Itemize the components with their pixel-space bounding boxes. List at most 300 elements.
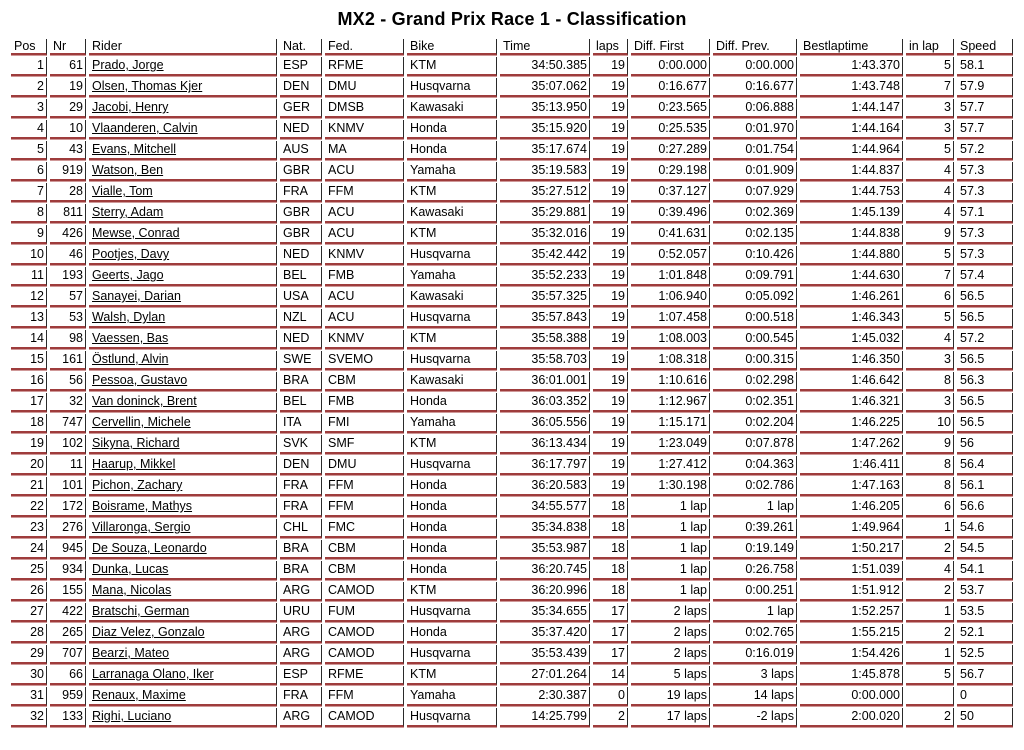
rider-link[interactable]: Renaux, Maxime xyxy=(92,688,186,702)
cell-time: 35:13.950 xyxy=(500,99,590,118)
cell-speed: 54.5 xyxy=(957,540,1013,559)
cell-fed: RFME xyxy=(325,57,404,76)
cell-diff-prev: 0:02.351 xyxy=(713,393,797,412)
cell-diff-prev: 0:04.363 xyxy=(713,456,797,475)
cell-speed: 57.3 xyxy=(957,246,1013,265)
cell-nr: 29 xyxy=(50,99,86,118)
cell-in-lap: 2 xyxy=(906,624,954,643)
cell-pos: 26 xyxy=(11,582,47,601)
table-row xyxy=(11,456,1013,475)
cell-time: 34:55.577 xyxy=(500,498,590,517)
cell-pos: 9 xyxy=(11,225,47,244)
rider-link[interactable]: Olsen, Thomas Kjer xyxy=(92,79,203,93)
cell-diff-first: 0:27.289 xyxy=(631,141,710,160)
cell-fed: RFME xyxy=(325,666,404,685)
cell-pos: 4 xyxy=(11,120,47,139)
cell-nr: 747 xyxy=(50,414,86,433)
cell-in-lap: 9 xyxy=(906,435,954,454)
cell-bike: Honda xyxy=(407,540,497,559)
cell-bike: Kawasaki xyxy=(407,99,497,118)
cell-speed: 56.7 xyxy=(957,666,1013,685)
cell-rider xyxy=(89,435,277,454)
col-header-time: Time xyxy=(500,39,590,55)
cell-nr: 707 xyxy=(50,645,86,664)
table-row xyxy=(11,414,1013,433)
cell-laps: 17 xyxy=(593,624,628,643)
col-header-nr: Nr xyxy=(50,39,86,55)
cell-bike: Honda xyxy=(407,519,497,538)
cell-nat: ITA xyxy=(280,414,322,433)
col-header-laps: laps xyxy=(593,39,628,55)
cell-nat: ARG xyxy=(280,624,322,643)
cell-bestlaptime: 1:44.164 xyxy=(800,120,903,139)
rider-link[interactable]: Villaronga, Sergio xyxy=(92,520,191,534)
cell-speed: 56.5 xyxy=(957,288,1013,307)
table-row xyxy=(11,477,1013,496)
cell-bike: Kawasaki xyxy=(407,288,497,307)
rider-link[interactable]: Mewse, Conrad xyxy=(92,226,180,240)
cell-nat: NED xyxy=(280,120,322,139)
rider-link[interactable]: Sanayei, Darian xyxy=(92,289,181,303)
cell-in-lap: 2 xyxy=(906,708,954,727)
cell-pos: 6 xyxy=(11,162,47,181)
cell-nr: 101 xyxy=(50,477,86,496)
rider-link[interactable]: Sterry, Adam xyxy=(92,205,164,219)
cell-diff-prev: 0:00.315 xyxy=(713,351,797,370)
table-row xyxy=(11,120,1013,139)
cell-diff-prev: 0:00.000 xyxy=(713,57,797,76)
cell-pos: 19 xyxy=(11,435,47,454)
table-row xyxy=(11,372,1013,391)
cell-diff-prev: 14 laps xyxy=(713,687,797,706)
table-row xyxy=(11,351,1013,370)
cell-nat: ESP xyxy=(280,57,322,76)
cell-fed: ACU xyxy=(325,162,404,181)
cell-speed: 56.5 xyxy=(957,351,1013,370)
cell-fed: ACU xyxy=(325,288,404,307)
cell-diff-first: 1 lap xyxy=(631,519,710,538)
cell-laps: 17 xyxy=(593,645,628,664)
cell-pos: 22 xyxy=(11,498,47,517)
cell-in-lap: 8 xyxy=(906,372,954,391)
rider-link[interactable]: Evans, Mitchell xyxy=(92,142,177,156)
rider-link[interactable]: Geerts, Jago xyxy=(92,268,164,282)
header-row xyxy=(11,39,1013,55)
cell-nat: ARG xyxy=(280,645,322,664)
table-row xyxy=(11,624,1013,643)
rider-link[interactable]: Larranaga Olano, Iker xyxy=(92,667,214,681)
cell-diff-prev: 1 lap xyxy=(713,498,797,517)
cell-pos: 10 xyxy=(11,246,47,265)
cell-diff-first: 0:25.535 xyxy=(631,120,710,139)
cell-laps: 19 xyxy=(593,162,628,181)
cell-nat: ARG xyxy=(280,582,322,601)
cell-time: 35:58.388 xyxy=(500,330,590,349)
cell-bestlaptime: 1:46.343 xyxy=(800,309,903,328)
cell-pos: 5 xyxy=(11,141,47,160)
cell-rider xyxy=(89,99,277,118)
cell-nat: CHL xyxy=(280,519,322,538)
cell-speed: 53.7 xyxy=(957,582,1013,601)
cell-rider xyxy=(89,708,277,727)
cell-time: 36:01.001 xyxy=(500,372,590,391)
cell-laps: 0 xyxy=(593,687,628,706)
cell-speed: 57.3 xyxy=(957,162,1013,181)
cell-diff-first: 0:37.127 xyxy=(631,183,710,202)
table-row xyxy=(11,561,1013,580)
cell-time: 2:30.387 xyxy=(500,687,590,706)
cell-bike: Kawasaki xyxy=(407,372,497,391)
cell-fed: KNMV xyxy=(325,120,404,139)
table-row xyxy=(11,225,1013,244)
cell-bike: Honda xyxy=(407,624,497,643)
cell-pos: 24 xyxy=(11,540,47,559)
cell-laps: 19 xyxy=(593,414,628,433)
cell-laps: 18 xyxy=(593,561,628,580)
cell-diff-prev: 0:02.135 xyxy=(713,225,797,244)
cell-rider xyxy=(89,57,277,76)
cell-time: 36:20.996 xyxy=(500,582,590,601)
cell-diff-prev: 0:16.019 xyxy=(713,645,797,664)
cell-bestlaptime: 1:46.225 xyxy=(800,414,903,433)
cell-in-lap: 6 xyxy=(906,498,954,517)
cell-rider xyxy=(89,603,277,622)
cell-in-lap: 8 xyxy=(906,477,954,496)
cell-bike: Husqvarna xyxy=(407,351,497,370)
cell-diff-first: 1:01.848 xyxy=(631,267,710,286)
cell-in-lap: 4 xyxy=(906,330,954,349)
cell-diff-first: 1:06.940 xyxy=(631,288,710,307)
cell-rider xyxy=(89,477,277,496)
cell-laps: 18 xyxy=(593,498,628,517)
cell-speed: 56.6 xyxy=(957,498,1013,517)
cell-rider xyxy=(89,162,277,181)
cell-nat: DEN xyxy=(280,78,322,97)
cell-pos: 23 xyxy=(11,519,47,538)
rider-link[interactable]: Bratschi, German xyxy=(92,604,190,618)
cell-nr: 155 xyxy=(50,582,86,601)
cell-laps: 19 xyxy=(593,393,628,412)
cell-diff-prev: 0:09.791 xyxy=(713,267,797,286)
cell-bike: Honda xyxy=(407,393,497,412)
cell-in-lap: 4 xyxy=(906,162,954,181)
cell-laps: 19 xyxy=(593,78,628,97)
cell-diff-first: 1:07.458 xyxy=(631,309,710,328)
cell-rider xyxy=(89,288,277,307)
cell-pos: 13 xyxy=(11,309,47,328)
cell-diff-first: 1:10.616 xyxy=(631,372,710,391)
rider-link[interactable]: Haarup, Mikkel xyxy=(92,457,176,471)
cell-rider xyxy=(89,372,277,391)
cell-diff-prev: 0:02.204 xyxy=(713,414,797,433)
rider-link[interactable]: Vaessen, Bas xyxy=(92,331,169,345)
cell-diff-prev: 0:02.786 xyxy=(713,477,797,496)
rider-link[interactable]: Bearzi, Mateo xyxy=(92,646,170,660)
cell-bestlaptime: 1:44.147 xyxy=(800,99,903,118)
cell-bestlaptime: 1:46.205 xyxy=(800,498,903,517)
cell-bike: Husqvarna xyxy=(407,78,497,97)
cell-pos: 11 xyxy=(11,267,47,286)
cell-in-lap: 5 xyxy=(906,141,954,160)
table-row xyxy=(11,435,1013,454)
cell-nat: NED xyxy=(280,330,322,349)
cell-diff-prev: 0:19.149 xyxy=(713,540,797,559)
cell-diff-prev: 0:07.929 xyxy=(713,183,797,202)
cell-pos: 20 xyxy=(11,456,47,475)
cell-nat: NZL xyxy=(280,309,322,328)
rider-link[interactable]: Pichon, Zachary xyxy=(92,478,183,492)
cell-fed: CBM xyxy=(325,540,404,559)
cell-nr: 28 xyxy=(50,183,86,202)
cell-pos: 27 xyxy=(11,603,47,622)
cell-pos: 21 xyxy=(11,477,47,496)
cell-nr: 102 xyxy=(50,435,86,454)
cell-nat: BRA xyxy=(280,561,322,580)
cell-in-lap: 2 xyxy=(906,540,954,559)
cell-time: 36:03.352 xyxy=(500,393,590,412)
table-row xyxy=(11,99,1013,118)
cell-rider xyxy=(89,414,277,433)
cell-laps: 19 xyxy=(593,57,628,76)
cell-speed: 56.5 xyxy=(957,414,1013,433)
cell-rider xyxy=(89,183,277,202)
cell-rider xyxy=(89,246,277,265)
cell-speed: 52.5 xyxy=(957,645,1013,664)
cell-rider xyxy=(89,540,277,559)
cell-diff-first: 0:39.496 xyxy=(631,204,710,223)
cell-fed: FMB xyxy=(325,267,404,286)
cell-nat: BRA xyxy=(280,372,322,391)
cell-rider xyxy=(89,267,277,286)
cell-in-lap: 7 xyxy=(906,267,954,286)
cell-time: 35:58.703 xyxy=(500,351,590,370)
table-row xyxy=(11,288,1013,307)
cell-diff-first: 1:27.412 xyxy=(631,456,710,475)
cell-time: 35:15.920 xyxy=(500,120,590,139)
rider-link[interactable]: Pootjes, Davy xyxy=(92,247,170,261)
cell-nr: 19 xyxy=(50,78,86,97)
cell-laps: 19 xyxy=(593,477,628,496)
cell-rider xyxy=(89,393,277,412)
cell-laps: 19 xyxy=(593,141,628,160)
cell-pos: 28 xyxy=(11,624,47,643)
cell-in-lap: 10 xyxy=(906,414,954,433)
cell-bestlaptime: 1:46.261 xyxy=(800,288,903,307)
cell-in-lap: 7 xyxy=(906,78,954,97)
cell-diff-prev: 0:00.545 xyxy=(713,330,797,349)
rider-link[interactable]: Jacobi, Henry xyxy=(92,100,169,114)
cell-bike: KTM xyxy=(407,225,497,244)
col-header-fed: Fed. xyxy=(325,39,404,55)
cell-diff-prev: 0:07.878 xyxy=(713,435,797,454)
cell-diff-prev: 0:01.909 xyxy=(713,162,797,181)
rider-link[interactable]: Vlaanderen, Calvin xyxy=(92,121,198,135)
rider-link[interactable]: De Souza, Leonardo xyxy=(92,541,207,555)
cell-in-lap: 4 xyxy=(906,183,954,202)
cell-fed: CBM xyxy=(325,561,404,580)
table-row xyxy=(11,498,1013,517)
cell-bestlaptime: 1:50.217 xyxy=(800,540,903,559)
cell-pos: 18 xyxy=(11,414,47,433)
rider-link[interactable]: Vialle, Tom xyxy=(92,184,153,198)
cell-bike: Husqvarna xyxy=(407,645,497,664)
cell-fed: KNMV xyxy=(325,246,404,265)
cell-time: 36:20.583 xyxy=(500,477,590,496)
cell-laps: 19 xyxy=(593,183,628,202)
cell-speed: 57.4 xyxy=(957,267,1013,286)
col-header-diff-prev: Diff. Prev. xyxy=(713,39,797,55)
cell-diff-first: 2 laps xyxy=(631,603,710,622)
rider-link[interactable]: Van doninck, Brent xyxy=(92,394,197,408)
table-row xyxy=(11,519,1013,538)
cell-bike: KTM xyxy=(407,666,497,685)
cell-laps: 19 xyxy=(593,267,628,286)
cell-fed: SVEMO xyxy=(325,351,404,370)
cell-laps: 19 xyxy=(593,309,628,328)
cell-nr: 66 xyxy=(50,666,86,685)
rider-link[interactable]: Righi, Luciano xyxy=(92,709,172,723)
cell-diff-first: 0:16.677 xyxy=(631,78,710,97)
rider-link[interactable]: Sikyna, Richard xyxy=(92,436,180,450)
cell-fed: FUM xyxy=(325,603,404,622)
cell-nat: NED xyxy=(280,246,322,265)
cell-diff-prev: 0:00.251 xyxy=(713,582,797,601)
table-row xyxy=(11,708,1013,727)
cell-nat: FRA xyxy=(280,498,322,517)
cell-fed: SMF xyxy=(325,435,404,454)
cell-fed: CAMOD xyxy=(325,708,404,727)
cell-in-lap: 4 xyxy=(906,561,954,580)
cell-rider xyxy=(89,204,277,223)
cell-rider xyxy=(89,687,277,706)
cell-diff-prev: 0:05.092 xyxy=(713,288,797,307)
cell-laps: 17 xyxy=(593,603,628,622)
rider-link[interactable]: Boisrame, Mathys xyxy=(92,499,193,513)
cell-bestlaptime: 1:47.262 xyxy=(800,435,903,454)
cell-diff-first: 1 lap xyxy=(631,561,710,580)
cell-diff-prev: 0:26.758 xyxy=(713,561,797,580)
cell-speed: 57.7 xyxy=(957,99,1013,118)
cell-nr: 57 xyxy=(50,288,86,307)
cell-diff-first: 19 laps xyxy=(631,687,710,706)
cell-speed: 56.5 xyxy=(957,309,1013,328)
col-header-bestlaptime: Bestlaptime xyxy=(800,39,903,55)
cell-speed: 0 xyxy=(957,687,1013,706)
cell-diff-prev: 0:02.369 xyxy=(713,204,797,223)
cell-pos: 12 xyxy=(11,288,47,307)
cell-bike: Honda xyxy=(407,477,497,496)
cell-in-lap: 5 xyxy=(906,246,954,265)
cell-speed: 56.5 xyxy=(957,393,1013,412)
cell-nat: SWE xyxy=(280,351,322,370)
cell-diff-first: 0:29.198 xyxy=(631,162,710,181)
cell-diff-first: 1:08.318 xyxy=(631,351,710,370)
cell-rider xyxy=(89,624,277,643)
table-row xyxy=(11,183,1013,202)
rider-link[interactable]: Watson, Ben xyxy=(92,163,164,177)
cell-diff-prev: 1 lap xyxy=(713,603,797,622)
col-header-bike: Bike xyxy=(407,39,497,55)
rider-link[interactable]: Diaz Velez, Gonzalo xyxy=(92,625,205,639)
table-row xyxy=(11,687,1013,706)
cell-bestlaptime: 1:46.642 xyxy=(800,372,903,391)
cell-time: 35:29.881 xyxy=(500,204,590,223)
cell-laps: 19 xyxy=(593,330,628,349)
col-header-nat: Nat. xyxy=(280,39,322,55)
cell-in-lap: 3 xyxy=(906,120,954,139)
rider-link[interactable]: Walsh, Dylan xyxy=(92,310,166,324)
cell-bike: KTM xyxy=(407,183,497,202)
cell-nr: 422 xyxy=(50,603,86,622)
cell-bike: Yamaha xyxy=(407,162,497,181)
cell-bestlaptime: 1:44.838 xyxy=(800,225,903,244)
cell-in-lap: 3 xyxy=(906,99,954,118)
cell-bestlaptime: 1:49.964 xyxy=(800,519,903,538)
cell-bike: Honda xyxy=(407,498,497,517)
cell-diff-first: 17 laps xyxy=(631,708,710,727)
cell-bike: Yamaha xyxy=(407,267,497,286)
cell-time: 35:53.439 xyxy=(500,645,590,664)
cell-bike: Husqvarna xyxy=(407,456,497,475)
cell-speed: 57.3 xyxy=(957,183,1013,202)
cell-bestlaptime: 1:46.350 xyxy=(800,351,903,370)
cell-bestlaptime: 1:45.032 xyxy=(800,330,903,349)
cell-nat: AUS xyxy=(280,141,322,160)
cell-diff-first: 0:41.631 xyxy=(631,225,710,244)
cell-nr: 265 xyxy=(50,624,86,643)
cell-bike: KTM xyxy=(407,435,497,454)
cell-bestlaptime: 1:51.039 xyxy=(800,561,903,580)
rider-link[interactable]: Östlund, Alvin xyxy=(92,352,169,366)
cell-rider xyxy=(89,78,277,97)
cell-time: 36:20.745 xyxy=(500,561,590,580)
cell-nr: 56 xyxy=(50,372,86,391)
cell-bestlaptime: 1:44.880 xyxy=(800,246,903,265)
cell-nat: USA xyxy=(280,288,322,307)
rider-link[interactable]: Cervellin, Michele xyxy=(92,415,191,429)
cell-bike: KTM xyxy=(407,582,497,601)
cell-diff-prev: 0:01.754 xyxy=(713,141,797,160)
rider-link[interactable]: Mana, Nicolas xyxy=(92,583,172,597)
cell-bike: KTM xyxy=(407,330,497,349)
cell-nr: 32 xyxy=(50,393,86,412)
rider-link[interactable]: Dunka, Lucas xyxy=(92,562,169,576)
cell-nat: GBR xyxy=(280,204,322,223)
cell-laps: 19 xyxy=(593,435,628,454)
cell-nat: DEN xyxy=(280,456,322,475)
cell-diff-prev: 0:01.970 xyxy=(713,120,797,139)
cell-time: 34:50.385 xyxy=(500,57,590,76)
cell-bike: Kawasaki xyxy=(407,204,497,223)
cell-nat: ESP xyxy=(280,666,322,685)
cell-bestlaptime: 1:43.370 xyxy=(800,57,903,76)
cell-pos: 2 xyxy=(11,78,47,97)
cell-nat: BEL xyxy=(280,393,322,412)
cell-time: 35:37.420 xyxy=(500,624,590,643)
cell-pos: 15 xyxy=(11,351,47,370)
cell-laps: 19 xyxy=(593,351,628,370)
rider-link[interactable]: Pessoa, Gustavo xyxy=(92,373,188,387)
table-row xyxy=(11,246,1013,265)
cell-diff-prev: 0:06.888 xyxy=(713,99,797,118)
rider-link[interactable]: Prado, Jorge xyxy=(92,58,164,72)
cell-bestlaptime: 1:45.139 xyxy=(800,204,903,223)
table-row xyxy=(11,540,1013,559)
cell-speed: 58.1 xyxy=(957,57,1013,76)
cell-speed: 57.9 xyxy=(957,78,1013,97)
cell-bestlaptime: 1:43.748 xyxy=(800,78,903,97)
cell-diff-prev: 0:16.677 xyxy=(713,78,797,97)
